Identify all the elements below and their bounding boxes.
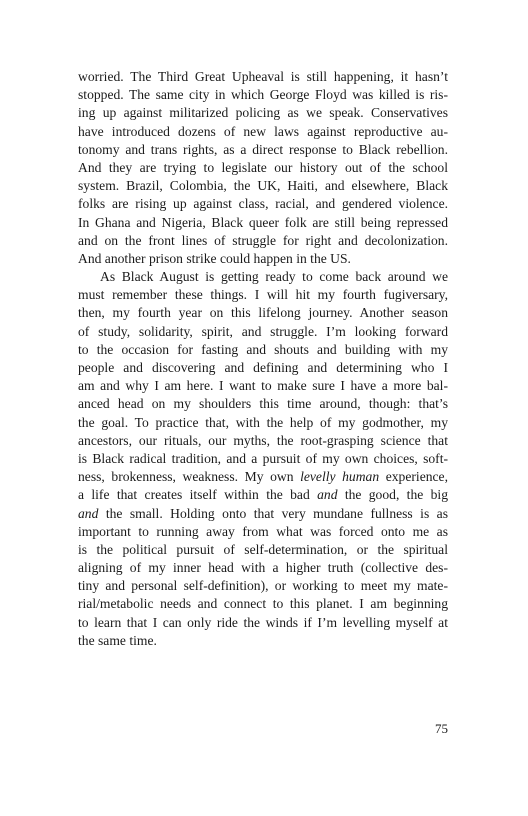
text-line: system. Brazil, Colombia, the UK, Haiti, and elsewhere, Black xyxy=(78,178,448,194)
text-line: tiny and personal self-definition), or working to meet my mate- xyxy=(78,578,448,594)
page-number: 75 xyxy=(435,721,448,736)
text-line: rial/metabolic needs and connect to this planet. I am beginning xyxy=(78,596,448,612)
text-line: aligning of my inner head with a higher truth (collective des- xyxy=(78,560,448,576)
text-line: tonomy and trans rights, as a direct response to Black rebellion. xyxy=(78,141,448,157)
text-line: and the small. Holding onto that very mundane fullness is as xyxy=(78,505,448,521)
text-line: have introduced dozens of new laws against reproductive au- xyxy=(78,123,448,139)
text-line: worried. The Third Great Upheaval is still happening, it hasn’t xyxy=(78,69,448,84)
text-line: is the political pursuit of self-determination, or the spiritual xyxy=(78,541,448,557)
text-line: the goal. To practice that, with the help of my godmother, my xyxy=(78,414,448,430)
book-page-text xyxy=(78,68,448,650)
text-line: important to running away from what was forced onto me as xyxy=(78,523,448,539)
text-line: to the occasion for fasting and shouts and building with my xyxy=(78,341,448,357)
text-line: In Ghana and Nigeria, Black queer folk are still being repressed xyxy=(78,214,448,230)
text-line: ing up against militarized policing as we speak. Conservatives xyxy=(78,105,448,121)
text-line: stopped. The same city in which George Floyd was killed is ris- xyxy=(78,87,448,103)
italic-emphasis: and xyxy=(78,505,99,521)
text-line: And they are trying to legislate our history out of the school xyxy=(78,159,448,175)
text-line: people and discovering and defining and determining who I xyxy=(78,360,448,375)
text-line: to learn that I can only ride the winds if I’m levelling myself at xyxy=(78,614,448,630)
text-line: As Black August is getting ready to come back around we xyxy=(100,269,448,285)
text-line: must remember these things. I will hit my fourth fugiversary, xyxy=(78,287,448,303)
text-line: a life that creates itself within the bad and the good, the big xyxy=(78,487,448,503)
text-line: the same time. xyxy=(78,632,157,648)
text-line: then, my fourth year on this lifelong journey. Another season xyxy=(78,305,448,321)
text-line: And another prison strike could happen in the US. xyxy=(78,250,351,266)
text-line: ancestors, our rituals, our myths, the root-grasping science that xyxy=(78,432,448,448)
paragraph xyxy=(78,68,448,268)
text-line: and on the front lines of struggle for right and decolonization. xyxy=(78,232,448,248)
italic-emphasis: and xyxy=(317,487,338,503)
text-line: am and why I am here. I want to make sure I have a more bal- xyxy=(78,378,448,394)
text-line: of study, solidarity, spirit, and struggle. I’m looking forward xyxy=(78,323,448,339)
text-line: folks are rising up against class, racial, and gendered violence. xyxy=(78,196,448,212)
text-line: ness, brokenness, weakness. My own levelly human experience, xyxy=(78,469,448,485)
text-line: is Black radical tradition, and a pursuit of my own choices, soft- xyxy=(78,450,448,466)
italic-emphasis: levelly human xyxy=(300,469,380,485)
text-line: anced head on my shoulders this time around, though: that’s xyxy=(78,396,448,412)
paragraph xyxy=(78,268,448,650)
